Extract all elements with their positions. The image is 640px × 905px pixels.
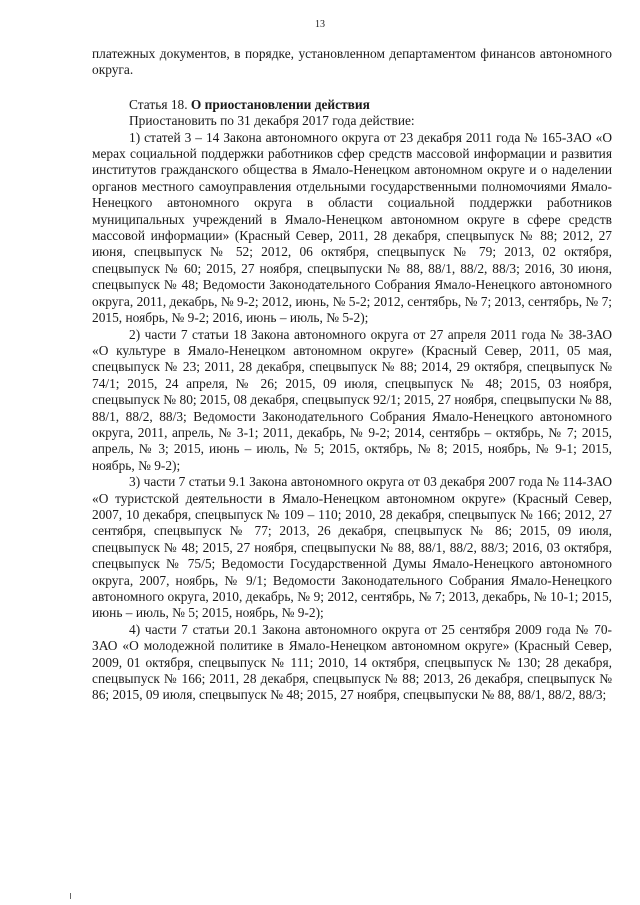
- list-item-4: 4) части 7 статьи 20.1 Закона автономного округа от 25 сентября 2009 года № 70-ЗАО «О молодежной политике в Ямало-Ненецком автономном округе» (Красный Север, 2009, 01 октября, спецвыпуск № 111; 2010, 14 октября, спецвыпуск № 130; 28 декабря, спецвыпуск № 166; 2011, 28 декабря, спецвыпуск № 88; 2013, 26 декабря, спецвыпуск № 86; 2015, 09 июля, спецвыпуск № 48; 2015, 27 ноября, спецвыпуски № 88, 88/1, 88/2, 88/3;: [92, 621, 612, 703]
- article-label: Статья 18.: [129, 96, 191, 112]
- page-number: 13: [315, 19, 325, 30]
- list-item-1: 1) статей 3 – 14 Закона автономного округа от 23 декабря 2011 года № 165-ЗАО «О мерах социальной поддержки работников сфер средств массовой информации и развития институтов гражданского общества в Ямало-Ненецком автономном округе и о наделении органов местного самоуправления отдельными государственными полномочиями Ямало-Ненецкого автономного округа в области социальной поддержки работников муниципальных учреждений в Ямало-Ненецком автономном округе в сфере средств массовой информации» (Красный Север, 2011, 28 декабря, спецвыпуск № 88; 2012, 27 июня, спецвыпуск № 52; 2012, 06 октября, спецвыпуск № 79; 2013, 02 октября, спецвыпуск № 60; 2015, 27 ноября, спецвыпуски № 88, 88/1, 88/2, 88/3; 2016, 30 июня, спецвыпуск № 48; Ведомости Законодательного Собрания Ямало-Ненецкого автономного округа, 2011, декабрь, № 9-2; 2012, июнь, № 5-2; 2012, сентябрь, № 7; 2013, сентябрь, № 7; 2015, ноябрь, № 9-2; 2016, июнь – июль, № 5-2);: [92, 129, 612, 326]
- list-item-2: 2) части 7 статьи 18 Закона автономного округа от 27 апреля 2011 года № 38-ЗАО «О культуре в Ямало-Ненецком автономном округе» (Красный Север, 2011, 05 мая, спецвыпуск № 23; 2011, 28 декабря, спецвыпуск № 88; 2014, 29 октября, спецвыпуск № 74/1; 2015, 24 апреля, № 26; 2015, 09 июля, спецвыпуск № 48; 2015, 03 ноября, спецвыпуск № 80; 2015, 08 декабря, спецвыпуск 92/1; 2015, 27 ноября, спецвыпуски № 88, 88/1, 88/2, 88/3; Ведомости Законодательного Собрания Ямало-Ненецкого автономного округа, 2011, апрель, № 3-1; 2011, декабрь, № 9-2; 2014, сентябрь – октябрь, № 7; 2015, апрель, № 3; 2015, июнь – июль, № 5; 2015, октябрь, № 8; 2015, ноябрь, № 9-1; 2015, ноябрь, № 9-2);: [92, 326, 612, 473]
- scan-mark: [70, 893, 71, 899]
- article-title: О приостановлении действия: [190, 96, 370, 112]
- intro-paragraph: Приостановить по 31 декабря 2017 года действие:: [129, 113, 415, 129]
- continuation-paragraph: платежных документов, в порядке, установленном департаментом финансов автономного округа.: [92, 46, 612, 78]
- document-body: [92, 46, 612, 704]
- article-heading: [92, 97, 612, 113]
- list-item-3: 3) части 7 статьи 9.1 Закона автономного округа от 03 декабря 2007 года № 114-ЗАО «О туристской деятельности в Ямало-Ненецком автономном округе» (Красный Север, 2007, 10 декабря, спецвыпуск № 109 – 110; 2010, 28 декабря, спецвыпуск № 166; 2012, 27 сентября, спецвыпуск № 77; 2013, 26 декабря, спецвыпуск № 86; 2015, 09 июля, спецвыпуск № 48; 2015, 27 ноября, спецвыпуски № 88, 88/1, 88/2, 88/3; 2016, 03 октября, спецвыпуск № 75/5; Ведомости Государственной Думы Ямало-Ненецкого автономного округа, 2007, ноябрь, № 9/1; Ведомости Законодательного Собрания Ямало-Ненецкого автономного округа, 2010, декабрь, № 9; 2012, сентябрь, № 7; 2013, декабрь, № 10-1; 2015, июнь – июль, № 5; 2015, ноябрь, № 9-2);: [92, 474, 612, 621]
